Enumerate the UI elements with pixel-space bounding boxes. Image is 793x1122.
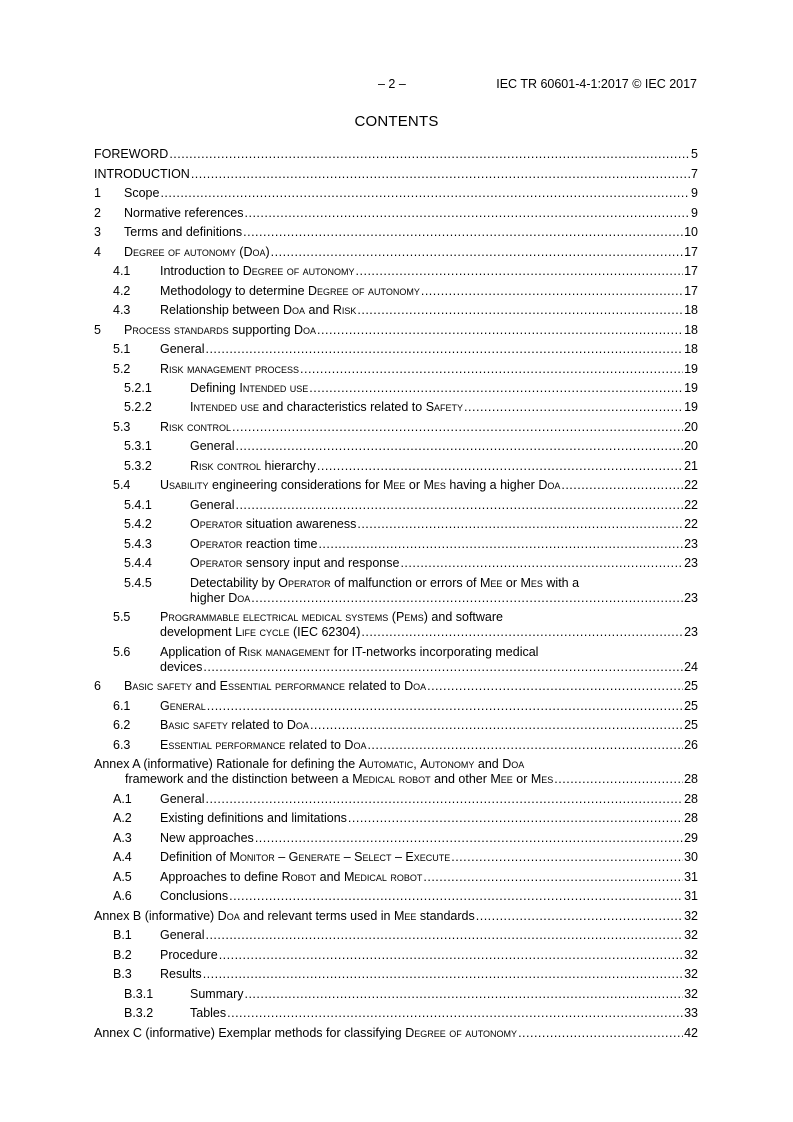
toc-entry-number: 5.2.2 <box>124 400 152 415</box>
dot-leader <box>361 625 683 640</box>
dot-leader <box>421 284 683 299</box>
toc-entry-title: Relationship between Doa and Risk <box>160 303 357 318</box>
toc-entry-page: 23 <box>684 536 698 551</box>
toc-entry-page: 19 <box>684 361 698 376</box>
toc-entry[interactable] <box>94 790 698 809</box>
toc-entry[interactable] <box>94 476 698 495</box>
toc-entry-page: 33 <box>684 1006 698 1021</box>
toc-entry[interactable] <box>94 945 698 964</box>
toc-entry-title: Defining Intended use <box>190 381 309 395</box>
dot-leader <box>205 928 683 943</box>
toc-entry-page: 19 <box>684 400 698 415</box>
dot-leader <box>205 342 683 357</box>
toc-entry-title-line: Programmable electrical medical systems (Pems) and software <box>160 610 504 625</box>
toc-entry[interactable] <box>94 984 698 1003</box>
toc-entry-number: 4.1 <box>113 264 131 279</box>
toc-entry-title: Scope <box>124 186 160 201</box>
dot-leader <box>235 439 683 454</box>
dot-leader <box>367 738 683 753</box>
toc-entry-number: 4 <box>94 244 101 259</box>
toc-entry-page: 28 <box>684 811 698 826</box>
toc-entry-number: 2 <box>94 205 101 220</box>
toc-entry-title: General <box>190 439 235 454</box>
toc-entry-page: 28 <box>684 772 698 787</box>
toc-entry-number: 5.5 <box>113 610 131 625</box>
toc-entry-title: General <box>160 928 205 943</box>
toc-entry-page: 32 <box>684 928 698 943</box>
page-number: – 2 – <box>378 77 406 91</box>
toc-entry-title: Usability engineering considerations for Mee or Mes having a higher Doa <box>160 478 561 493</box>
dot-leader <box>169 147 690 162</box>
toc-entry-page: 32 <box>684 908 698 923</box>
toc-entry-number: B.3.2 <box>124 1006 154 1021</box>
toc-entry-page: 26 <box>684 737 698 752</box>
toc-entry-title: Essential performance related to Doa <box>160 737 367 752</box>
dot-leader <box>518 1026 683 1041</box>
toc-entry-page: 31 <box>684 889 698 904</box>
toc-entry-page: 21 <box>684 458 698 473</box>
toc-entry-page: 22 <box>684 497 698 512</box>
toc-entry-number: 5.3.1 <box>124 439 152 454</box>
toc-entry-page: 32 <box>684 947 698 962</box>
toc-entry-page: 9 <box>691 186 698 201</box>
toc-entry-page: 20 <box>684 439 698 454</box>
dot-leader <box>235 498 683 513</box>
toc-entry[interactable] <box>94 755 698 789</box>
toc-entry-title: higher Doa <box>190 590 251 605</box>
toc-entry-number: 1 <box>94 186 101 201</box>
table-of-contents <box>94 145 698 1043</box>
toc-entry-title: Existing definitions and limitations <box>160 811 347 826</box>
toc-entry-title: Risk management process <box>160 361 299 376</box>
toc-entry[interactable] <box>94 379 698 398</box>
toc-entry[interactable] <box>94 677 698 696</box>
toc-entry-number: 5.1 <box>113 342 131 357</box>
dot-leader <box>227 1006 683 1021</box>
toc-entry-page: 10 <box>684 225 698 240</box>
toc-entry[interactable] <box>94 643 698 677</box>
toc-entry[interactable] <box>94 1004 698 1023</box>
dot-leader <box>300 362 683 377</box>
toc-entry[interactable] <box>94 242 698 261</box>
toc-entry-title: Intended use and characteristics related to Safety <box>190 400 464 415</box>
toc-entry-page: 18 <box>684 342 698 357</box>
toc-entry[interactable] <box>94 281 698 300</box>
toc-entry-page: 22 <box>684 478 698 493</box>
toc-entry[interactable] <box>94 535 698 554</box>
toc-entry-number: A.2 <box>113 811 132 826</box>
toc-entry-title: framework and the distinction between a Medical robot and other Mee or Mes <box>125 772 554 787</box>
dot-leader <box>255 831 683 846</box>
toc-entry[interactable] <box>94 716 698 735</box>
toc-entry[interactable] <box>94 223 698 242</box>
toc-entry[interactable] <box>94 164 698 183</box>
toc-entry-number: B.2 <box>113 947 132 962</box>
toc-entry-page: 19 <box>684 381 698 395</box>
dot-leader <box>309 381 683 396</box>
toc-entry-title: Operator sensory input and response <box>190 556 400 571</box>
toc-entry-title: General <box>160 342 205 357</box>
toc-entry-title: General <box>160 698 206 713</box>
toc-entry-page: 32 <box>684 967 698 982</box>
toc-entry-number: 5.4.2 <box>124 517 152 532</box>
dot-leader <box>348 811 683 826</box>
toc-entry-number: 4.3 <box>113 303 131 318</box>
dot-leader <box>203 967 683 982</box>
toc-entry-number: 5.4.3 <box>124 536 152 551</box>
toc-entry[interactable] <box>94 829 698 848</box>
toc-entry-title: Annex C (informative) Exemplar methods for classifying Degree of autonomy <box>94 1025 518 1040</box>
dot-leader <box>451 850 683 865</box>
toc-entry[interactable] <box>94 145 698 164</box>
toc-entry-number: 5.3 <box>113 419 131 434</box>
toc-entry-title: Operator reaction time <box>190 536 318 551</box>
toc-entry[interactable] <box>94 301 698 320</box>
toc-entry[interactable] <box>94 359 698 378</box>
toc-entry[interactable] <box>94 554 698 573</box>
toc-entry-title: Methodology to determine Degree of autonomy <box>160 283 420 298</box>
toc-entry-title: Procedure <box>160 947 218 962</box>
toc-entry[interactable] <box>94 867 698 886</box>
toc-entry[interactable] <box>94 1023 698 1042</box>
toc-entry-title: Tables <box>190 1006 227 1021</box>
toc-entry-title: Summary <box>190 986 244 1001</box>
toc-entry[interactable] <box>94 965 698 984</box>
toc-entry-page: 28 <box>684 791 698 806</box>
toc-entry-page: 25 <box>684 679 698 694</box>
toc-entry-number: A.6 <box>113 889 132 904</box>
toc-entry[interactable] <box>94 496 698 515</box>
toc-entry-page: 5 <box>691 147 698 162</box>
toc-entry-title-line: Annex A (informative) Rationale for defining the Automatic, Autonomy and Doa <box>94 757 525 772</box>
dot-leader <box>357 303 683 318</box>
toc-entry-title: Basic safety and Essential performance related to Doa <box>124 679 427 694</box>
toc-entry-title: Normative references <box>124 205 244 220</box>
toc-entry-number: A.3 <box>113 830 132 845</box>
toc-entry-title: Approaches to define Robot and Medical robot <box>160 869 423 884</box>
toc-entry-title: devices <box>160 659 203 674</box>
toc-entry-number: 5 <box>94 322 101 337</box>
toc-entry[interactable] <box>94 848 698 867</box>
toc-entry-page: 17 <box>684 244 698 259</box>
page-title: CONTENTS <box>354 113 439 130</box>
toc-entry-title-line: Application of Risk management for IT-networks incorporating medical <box>160 644 539 659</box>
toc-entry[interactable] <box>94 697 698 716</box>
toc-entry-number: 5.3.2 <box>124 458 152 473</box>
toc-entry-page: 17 <box>684 283 698 298</box>
toc-entry-page: 24 <box>684 659 698 674</box>
toc-entry-number: A.4 <box>113 850 132 865</box>
toc-entry-number: B.3 <box>113 967 132 982</box>
toc-entry-number: 5.4 <box>113 478 131 493</box>
toc-entry-number: A.1 <box>113 791 132 806</box>
dot-leader <box>251 591 683 606</box>
dot-leader <box>191 167 690 182</box>
dot-leader <box>271 245 683 260</box>
toc-entry-title: Risk control <box>160 419 232 434</box>
dot-leader <box>317 459 683 474</box>
toc-entry-number: 5.2 <box>113 361 131 376</box>
dot-leader <box>427 679 683 694</box>
toc-entry[interactable] <box>94 398 698 417</box>
toc-entry-page: 20 <box>684 419 698 434</box>
toc-entry-page: 7 <box>691 166 698 181</box>
toc-entry-number: 5.4.5 <box>124 575 152 590</box>
toc-entry-title: Terms and definitions <box>124 225 243 240</box>
document-reference: IEC TR 60601-4-1:2017 © IEC 2017 <box>496 77 697 91</box>
toc-entry-number: 5.2.1 <box>124 381 152 395</box>
toc-entry[interactable] <box>94 574 698 608</box>
toc-entry-title: Basic safety related to Doa <box>160 718 309 733</box>
dot-leader <box>203 660 683 675</box>
toc-entry-page: 32 <box>684 986 698 1001</box>
toc-entry-title: Risk control hierarchy <box>190 458 316 473</box>
toc-entry[interactable] <box>94 418 698 437</box>
toc-entry-number: A.5 <box>113 869 132 884</box>
toc-entry-number: 5.4.4 <box>124 556 152 571</box>
toc-entry-title: Results <box>160 967 202 982</box>
toc-entry-page: 23 <box>684 590 698 605</box>
toc-entry-title: New approaches <box>160 830 254 845</box>
toc-entry[interactable] <box>94 437 698 456</box>
dot-leader <box>464 400 683 415</box>
toc-entry-page: 25 <box>684 718 698 733</box>
toc-entry-title: FOREWORD <box>94 147 169 162</box>
dot-leader <box>244 987 683 1002</box>
toc-entry-number: B.1 <box>113 928 132 943</box>
dot-leader <box>476 909 683 924</box>
toc-entry-page: 18 <box>684 322 698 337</box>
toc-entry-number: 5.4.1 <box>124 497 152 512</box>
toc-entry[interactable] <box>94 184 698 203</box>
toc-entry[interactable] <box>94 262 698 281</box>
dot-leader <box>561 478 683 493</box>
toc-entry-title: General <box>160 791 205 806</box>
toc-entry-page: 17 <box>684 264 698 279</box>
dot-leader <box>400 556 683 571</box>
toc-entry-page: 18 <box>684 303 698 318</box>
toc-entry-title-line: Detectability by Operator of malfunction or errors of Mee or Mes with a <box>190 575 580 590</box>
toc-entry[interactable] <box>94 926 698 945</box>
dot-leader <box>245 206 691 221</box>
toc-entry[interactable] <box>94 608 698 642</box>
dot-leader <box>310 718 683 733</box>
toc-entry-page: 23 <box>684 556 698 571</box>
dot-leader <box>229 889 683 904</box>
toc-entry-page: 22 <box>684 517 698 532</box>
dot-leader <box>423 870 683 885</box>
dot-leader <box>243 225 683 240</box>
toc-entry-title: Introduction to Degree of autonomy <box>160 264 355 279</box>
toc-entry-page: 30 <box>684 850 698 865</box>
toc-entry-page: 29 <box>684 830 698 845</box>
toc-entry-page: 31 <box>684 869 698 884</box>
toc-entry[interactable] <box>94 887 698 906</box>
toc-entry[interactable] <box>94 515 698 534</box>
dot-leader <box>160 186 690 201</box>
toc-entry-page: 42 <box>684 1025 698 1040</box>
dot-leader <box>207 699 683 714</box>
toc-entry[interactable] <box>94 809 698 828</box>
toc-entry[interactable] <box>94 340 698 359</box>
toc-entry-title: General <box>190 497 235 512</box>
dot-leader <box>205 792 683 807</box>
dot-leader <box>554 772 683 787</box>
dot-leader <box>219 948 683 963</box>
toc-entry[interactable] <box>94 457 698 476</box>
toc-entry-title: Process standards supporting Doa <box>124 322 317 337</box>
toc-entry-number: 6.1 <box>113 698 131 713</box>
toc-entry[interactable] <box>94 736 698 755</box>
toc-entry-title: Conclusions <box>160 889 229 904</box>
dot-leader <box>318 537 683 552</box>
toc-entry-number: 6.2 <box>113 718 131 733</box>
page-header <box>0 77 793 93</box>
toc-entry-number: 5.6 <box>113 644 131 659</box>
toc-entry-number: 4.2 <box>113 283 131 298</box>
toc-entry-page: 23 <box>684 625 698 640</box>
toc-entry[interactable] <box>94 906 698 925</box>
toc-entry-number: 6 <box>94 679 101 694</box>
dot-leader <box>317 323 683 338</box>
toc-entry-number: 6.3 <box>113 737 131 752</box>
dot-leader <box>356 264 684 279</box>
toc-entry-number: 3 <box>94 225 101 240</box>
toc-entry-title: INTRODUCTION <box>94 166 190 181</box>
toc-entry[interactable] <box>94 320 698 339</box>
toc-entry-title: development Life cycle (IEC 62304) <box>160 625 361 640</box>
toc-entry-number: B.3.1 <box>124 986 154 1001</box>
toc-entry-title: Degree of autonomy (Doa) <box>124 244 270 259</box>
toc-entry-title: Definition of Monitor – Generate – Select – Execute <box>160 850 451 865</box>
toc-entry-page: 9 <box>691 205 698 220</box>
dot-leader <box>232 420 683 435</box>
toc-entry[interactable] <box>94 203 698 222</box>
toc-entry-title: Operator situation awareness <box>190 517 357 532</box>
dot-leader <box>357 517 683 532</box>
toc-entry-title: Annex B (informative) Doa and relevant terms used in Mee standards <box>94 908 475 923</box>
toc-entry-page: 25 <box>684 698 698 713</box>
